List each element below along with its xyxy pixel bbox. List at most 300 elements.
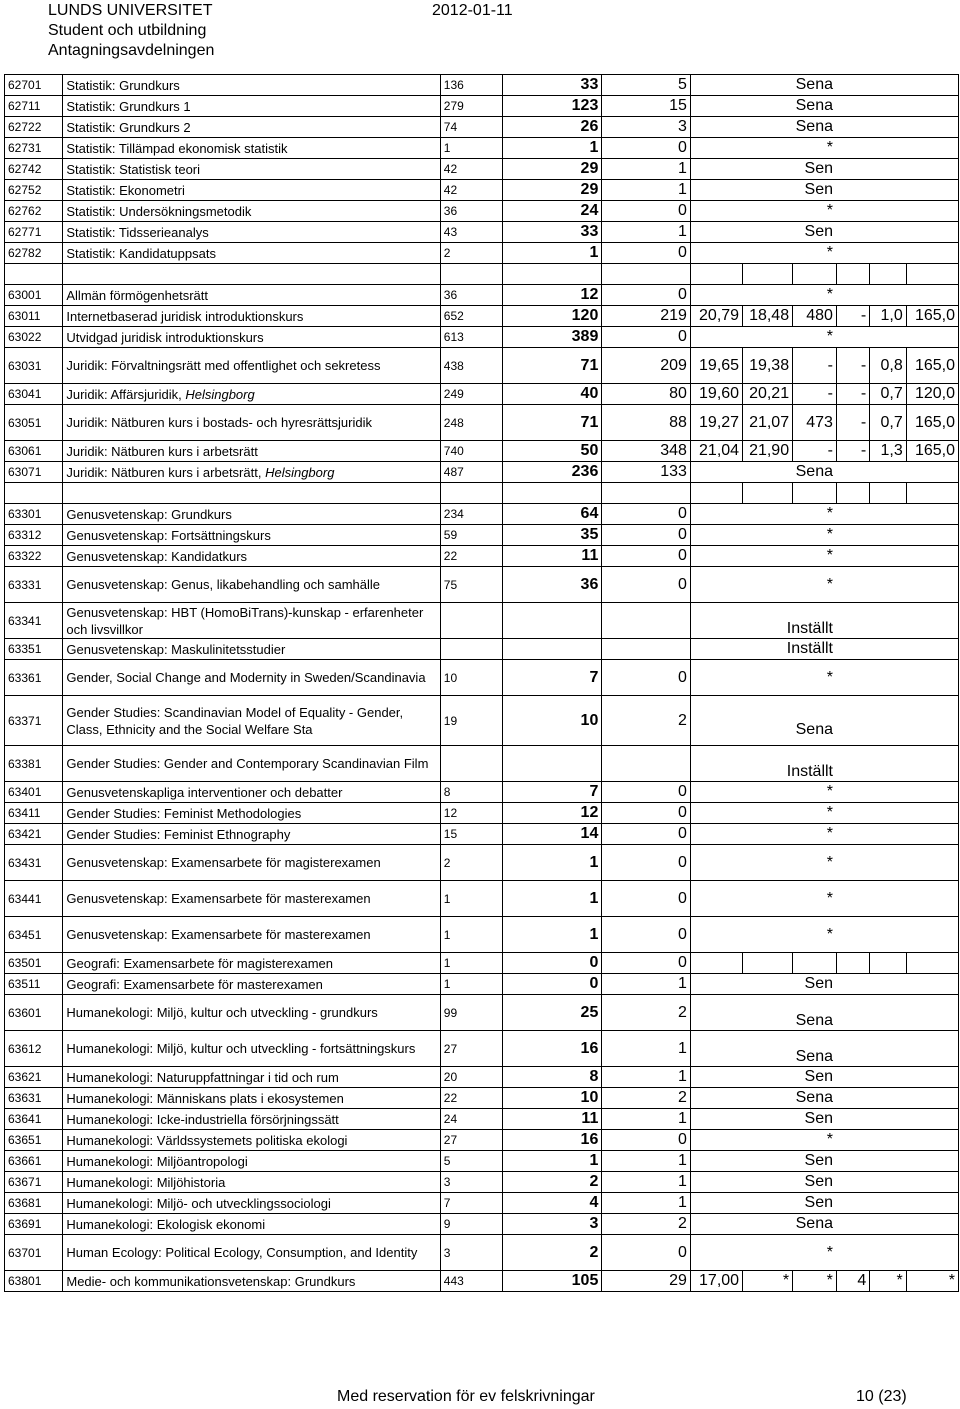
course-name-text: Juridik: Affärsjuridik, (66, 386, 186, 402)
course-code: 63312 (5, 525, 63, 546)
course-name (63, 1130, 440, 1151)
applicants-count: 438 (440, 348, 503, 384)
empty-cell (63, 264, 440, 285)
course-code: 63051 (5, 405, 63, 441)
applicants-count: 279 (440, 96, 503, 117)
admitted-count: 2 (503, 1235, 602, 1271)
merit-value-3: - (793, 348, 837, 384)
course-name (63, 462, 440, 483)
admitted-count: 25 (503, 995, 602, 1031)
course-name (63, 327, 440, 348)
admitted-count: 1 (503, 881, 602, 917)
table-row (5, 824, 959, 845)
admitted-count: 1 (503, 243, 602, 264)
course-name (63, 845, 440, 881)
admitted-count: 24 (503, 201, 602, 222)
course-code: 63441 (5, 881, 63, 917)
merit-value-1: 21,04 (690, 441, 742, 462)
applicants-count: 3 (440, 1172, 503, 1193)
course-code: 63381 (5, 746, 63, 782)
course-name (63, 201, 440, 222)
admitted-count: 3 (503, 1214, 602, 1235)
course-code: 62752 (5, 180, 63, 201)
reserves-count: 0 (602, 504, 691, 525)
merit-value-6: 165,0 (906, 405, 958, 441)
admitted-count (503, 639, 602, 660)
applicants-count: 652 (440, 306, 503, 327)
course-code: 62731 (5, 138, 63, 159)
applicants-count: 15 (440, 824, 503, 845)
course-code: 63451 (5, 917, 63, 953)
course-name-text: Genusvetenskap: Maskulinitetsstudier (66, 641, 286, 657)
status-note: * (690, 525, 958, 546)
reserves-count: 0 (602, 824, 691, 845)
course-name-text: Humanekologi: Miljö- och utvecklingssociologi (66, 1195, 331, 1211)
course-name-text: Humanekologi: Människans plats i ekosystemen (66, 1090, 344, 1106)
course-name-text: Utvidgad juridisk introduktionskurs (66, 329, 264, 345)
applicants-count: 1 (440, 881, 503, 917)
applicants-count (440, 603, 503, 639)
merit-value-5: 1,0 (870, 306, 906, 327)
merit-value-3: 480 (793, 306, 837, 327)
admitted-count: 10 (503, 696, 602, 746)
course-name-text: Statistik: Undersökningsmetodik (66, 203, 252, 219)
table-row (5, 974, 959, 995)
applicants-count: 27 (440, 1130, 503, 1151)
merit-value-3 (793, 953, 837, 974)
reserves-count: 0 (602, 782, 691, 803)
admitted-count: 50 (503, 441, 602, 462)
table-row (5, 782, 959, 803)
course-name-text: Genusvetenskap: Genus, likabehandling och samhälle (66, 577, 381, 592)
reserves-count (602, 746, 691, 782)
status-note: Sena (690, 1031, 958, 1067)
admitted-count: 120 (503, 306, 602, 327)
table-row (5, 1031, 959, 1067)
empty-cell (906, 264, 958, 285)
status-note: Sena (690, 1214, 958, 1235)
applicants-count: 5 (440, 1151, 503, 1172)
admitted-count: 71 (503, 348, 602, 384)
admitted-count: 389 (503, 327, 602, 348)
course-name-text: Gender, Social Change and Modernity in Sweden/Scandinavia (66, 670, 426, 685)
status-note: Sen (690, 974, 958, 995)
spacer-row (5, 264, 959, 285)
reserves-count: 3 (602, 117, 691, 138)
status-note: Sen (690, 222, 958, 243)
merit-value-1: 19,65 (690, 348, 742, 384)
merit-value-2: 21,07 (743, 405, 793, 441)
admitted-count: 0 (503, 974, 602, 995)
table-row (5, 1151, 959, 1172)
reserves-count: 0 (602, 243, 691, 264)
course-name (63, 441, 440, 462)
table-row (5, 348, 959, 384)
reserves-count: 29 (602, 1271, 691, 1292)
reserves-count: 0 (602, 803, 691, 824)
merit-value-5: 1,3 (870, 441, 906, 462)
course-name (63, 1151, 440, 1172)
table-row (5, 1172, 959, 1193)
course-code: 62762 (5, 201, 63, 222)
status-note: * (690, 243, 958, 264)
header-block (48, 1, 214, 61)
merit-value-3: * (793, 1271, 837, 1292)
course-code: 63612 (5, 1031, 63, 1067)
course-name-text: Human Ecology: Political Ecology, Consumption, and Identity (66, 1245, 418, 1260)
spacer-row (5, 483, 959, 504)
course-code: 63061 (5, 441, 63, 462)
merit-value-2: 18,48 (743, 306, 793, 327)
merit-value-6 (906, 953, 958, 974)
course-name-text: Statistik: Grundkurs (66, 77, 180, 93)
status-note: * (690, 660, 958, 696)
course-name (63, 824, 440, 845)
admitted-count: 10 (503, 1088, 602, 1109)
reserves-count: 0 (602, 525, 691, 546)
course-name-text: Statistik: Ekonometri (66, 182, 185, 198)
admitted-count: 29 (503, 180, 602, 201)
status-note: Sen (690, 1109, 958, 1130)
admitted-count: 33 (503, 75, 602, 96)
course-name (63, 285, 440, 306)
table-row (5, 159, 959, 180)
course-name (63, 1109, 440, 1130)
applicants-count: 74 (440, 117, 503, 138)
course-name-text: Juridik: Nätburen kurs i bostads- och hyresrättsjuridik (66, 415, 372, 430)
merit-value-2: * (743, 1271, 793, 1292)
course-code: 63351 (5, 639, 63, 660)
status-note: Sen (690, 1193, 958, 1214)
table-row (5, 803, 959, 824)
table-row (5, 639, 959, 660)
status-note: * (690, 881, 958, 917)
table-row (5, 306, 959, 327)
empty-cell (870, 483, 906, 504)
status-note: * (690, 803, 958, 824)
applicants-count: 59 (440, 525, 503, 546)
reserves-count: 0 (602, 567, 691, 603)
table-row (5, 953, 959, 974)
status-note: Inställt (690, 746, 958, 782)
status-note: Sen (690, 159, 958, 180)
course-code: 63681 (5, 1193, 63, 1214)
status-note: Sena (690, 462, 958, 483)
course-name (63, 384, 440, 405)
empty-cell (63, 483, 440, 504)
table-row (5, 525, 959, 546)
course-code: 63411 (5, 803, 63, 824)
empty-cell (690, 264, 742, 285)
reserves-count: 1 (602, 1151, 691, 1172)
course-name-text: Statistik: Grundkurs 1 (66, 98, 191, 114)
reserves-count: 0 (602, 138, 691, 159)
empty-cell (793, 264, 837, 285)
course-name-text: Genusvetenskap: Fortsättningskurs (66, 527, 271, 543)
course-name (63, 159, 440, 180)
course-name (63, 1031, 440, 1067)
course-code: 62711 (5, 96, 63, 117)
reserves-count: 0 (602, 845, 691, 881)
course-name (63, 1235, 440, 1271)
course-name-text: Gender Studies: Feminist Methodologies (66, 805, 302, 821)
course-name (63, 1214, 440, 1235)
course-code: 63701 (5, 1235, 63, 1271)
applicants-count: 613 (440, 327, 503, 348)
status-note: * (690, 285, 958, 306)
reserves-count: 0 (602, 953, 691, 974)
course-name-text: Humanekologi: Världssystemets politiska ekologi (66, 1132, 348, 1148)
admitted-count: 4 (503, 1193, 602, 1214)
applicants-count: 234 (440, 504, 503, 525)
applicants-count: 9 (440, 1214, 503, 1235)
unit-name: Antagningsavdelningen (48, 42, 215, 59)
course-name (63, 405, 440, 441)
merit-value-5 (870, 953, 906, 974)
merit-value-1: 20,79 (690, 306, 742, 327)
reserves-count: 1 (602, 974, 691, 995)
applicants-count: 249 (440, 384, 503, 405)
course-name-text: Allmän förmögenhetsrätt (66, 287, 208, 303)
status-note: Sena (690, 995, 958, 1031)
course-name (63, 881, 440, 917)
applicants-count: 36 (440, 285, 503, 306)
status-note: Sena (690, 696, 958, 746)
merit-value-4: - (836, 405, 869, 441)
status-note: * (690, 845, 958, 881)
merit-value-6: 165,0 (906, 348, 958, 384)
course-name-text: Geografi: Examensarbete för magisterexamen (66, 955, 334, 971)
empty-cell (793, 483, 837, 504)
admitted-count: 2 (503, 1172, 602, 1193)
course-code: 62701 (5, 75, 63, 96)
course-name (63, 917, 440, 953)
course-code: 63671 (5, 1172, 63, 1193)
reserves-count: 209 (602, 348, 691, 384)
admitted-count: 16 (503, 1031, 602, 1067)
course-name (63, 639, 440, 660)
admitted-count: 1 (503, 138, 602, 159)
applicants-count: 42 (440, 180, 503, 201)
table-row (5, 567, 959, 603)
applicants-count: 740 (440, 441, 503, 462)
applicants-count: 43 (440, 222, 503, 243)
applicants-count: 22 (440, 1088, 503, 1109)
table-row (5, 1109, 959, 1130)
course-name (63, 746, 440, 782)
course-name-text: Juridik: Nätburen kurs i arbetsrätt, (66, 464, 266, 480)
course-code: 63301 (5, 504, 63, 525)
table-row (5, 285, 959, 306)
applicants-count: 1 (440, 917, 503, 953)
table-row (5, 75, 959, 96)
applicants-count: 27 (440, 1031, 503, 1067)
admitted-count: 26 (503, 117, 602, 138)
admitted-count: 236 (503, 462, 602, 483)
reserves-count: 1 (602, 1172, 691, 1193)
empty-cell (5, 264, 63, 285)
course-name (63, 546, 440, 567)
course-name-text: Internetbaserad juridisk introduktionskurs (66, 308, 304, 324)
table-row (5, 603, 959, 639)
status-note: * (690, 138, 958, 159)
applicants-count: 7 (440, 1193, 503, 1214)
course-name-text: Gender Studies: Gender and Contemporary Scandinavian Film (66, 756, 429, 771)
reserves-count: 348 (602, 441, 691, 462)
course-name-text: Genusvetenskapliga interventioner och debatter (66, 784, 343, 800)
applicants-count: 443 (440, 1271, 503, 1292)
applicants-count: 12 (440, 803, 503, 824)
footer-disclaimer: Med reservation för ev felskrivningar (337, 1388, 595, 1405)
course-name (63, 504, 440, 525)
table-row (5, 696, 959, 746)
table-row (5, 1271, 959, 1292)
empty-cell (503, 483, 602, 504)
table-row (5, 917, 959, 953)
course-code: 63022 (5, 327, 63, 348)
status-note: * (690, 824, 958, 845)
empty-cell (5, 483, 63, 504)
course-name-text: Genusvetenskap: Examensarbete för masterexamen (66, 891, 371, 906)
department-name: Student och utbildning (48, 22, 207, 39)
applicants-count: 136 (440, 75, 503, 96)
course-name-text: Humanekologi: Miljöhistoria (66, 1174, 226, 1190)
merit-value-4: - (836, 441, 869, 462)
course-code: 63621 (5, 1067, 63, 1088)
status-note: Sen (690, 1172, 958, 1193)
merit-value-3: - (793, 384, 837, 405)
admitted-count: 35 (503, 525, 602, 546)
merit-value-3: - (793, 441, 837, 462)
course-name (63, 974, 440, 995)
course-name-text: Humanekologi: Miljöantropologi (66, 1153, 248, 1169)
merit-value-6: 120,0 (906, 384, 958, 405)
applicants-count: 42 (440, 159, 503, 180)
course-location: Helsingborg (185, 386, 255, 402)
applicants-count: 24 (440, 1109, 503, 1130)
table-row (5, 504, 959, 525)
course-name-text: Genusvetenskap: Examensarbete för masterexamen (66, 927, 371, 942)
applicants-count: 1 (440, 953, 503, 974)
table-row (5, 441, 959, 462)
reserves-count: 1 (602, 222, 691, 243)
table-row (5, 660, 959, 696)
course-code: 63401 (5, 782, 63, 803)
empty-cell (870, 264, 906, 285)
reserves-count: 2 (602, 696, 691, 746)
applicants-count: 75 (440, 567, 503, 603)
applicants-count: 22 (440, 546, 503, 567)
course-name (63, 953, 440, 974)
reserves-count: 0 (602, 660, 691, 696)
table-row (5, 995, 959, 1031)
course-name (63, 1193, 440, 1214)
empty-cell (836, 483, 869, 504)
merit-value-2: 20,21 (743, 384, 793, 405)
reserves-count: 0 (602, 1235, 691, 1271)
course-name (63, 96, 440, 117)
university-name: LUNDS UNIVERSITET (48, 2, 213, 19)
course-code: 63661 (5, 1151, 63, 1172)
reserves-count: 1 (602, 1109, 691, 1130)
applicants-count: 487 (440, 462, 503, 483)
admitted-count: 11 (503, 1109, 602, 1130)
status-note: Sena (690, 96, 958, 117)
course-name (63, 117, 440, 138)
reserves-count (602, 639, 691, 660)
reserves-count: 0 (602, 1130, 691, 1151)
course-name-text: Humanekologi: Icke-industriella försörjningssätt (66, 1111, 339, 1127)
table-row (5, 201, 959, 222)
table-row (5, 746, 959, 782)
course-code: 63371 (5, 696, 63, 746)
admitted-count: 0 (503, 953, 602, 974)
reserves-count: 88 (602, 405, 691, 441)
table-row (5, 222, 959, 243)
merit-value-4: - (836, 384, 869, 405)
reserves-count: 0 (602, 201, 691, 222)
applicants-count: 1 (440, 138, 503, 159)
merit-value-1: 19,60 (690, 384, 742, 405)
table-row (5, 384, 959, 405)
table-row (5, 462, 959, 483)
status-note: Sen (690, 1151, 958, 1172)
reserves-count: 0 (602, 917, 691, 953)
course-name (63, 696, 440, 746)
course-code: 63501 (5, 953, 63, 974)
status-note: * (690, 917, 958, 953)
status-note: * (690, 201, 958, 222)
reserves-count: 1 (602, 1031, 691, 1067)
course-code: 62742 (5, 159, 63, 180)
status-note: Inställt (690, 639, 958, 660)
status-note: Sena (690, 117, 958, 138)
merit-value-4: 4 (836, 1271, 869, 1292)
course-name-text: Gender Studies: Feminist Ethnography (66, 826, 291, 842)
applicants-count: 3 (440, 1235, 503, 1271)
course-name (63, 1172, 440, 1193)
applicants-count: 2 (440, 243, 503, 264)
course-name-text: Humanekologi: Naturuppfattningar i tid och rum (66, 1069, 339, 1085)
admitted-count: 12 (503, 803, 602, 824)
reserves-count: 0 (602, 327, 691, 348)
reserves-count: 0 (602, 285, 691, 306)
merit-value-5: 0,7 (870, 405, 906, 441)
admitted-count: 1 (503, 845, 602, 881)
merit-value-6: 165,0 (906, 441, 958, 462)
course-name (63, 138, 440, 159)
reserves-count (602, 603, 691, 639)
merit-value-2: 19,38 (743, 348, 793, 384)
admitted-count: 7 (503, 782, 602, 803)
admitted-count: 12 (503, 285, 602, 306)
admitted-count: 1 (503, 917, 602, 953)
table-row (5, 117, 959, 138)
reserves-count: 1 (602, 180, 691, 201)
admitted-count: 1 (503, 1151, 602, 1172)
course-name-text: Geografi: Examensarbete för masterexamen (66, 976, 323, 992)
course-code: 63511 (5, 974, 63, 995)
course-name (63, 75, 440, 96)
course-name (63, 180, 440, 201)
reserves-count: 2 (602, 1214, 691, 1235)
merit-value-1 (690, 953, 742, 974)
course-code: 63031 (5, 348, 63, 384)
admitted-count: 16 (503, 1130, 602, 1151)
status-note: Sen (690, 1067, 958, 1088)
report-date: 2012-01-11 (432, 2, 513, 19)
status-note: * (690, 1130, 958, 1151)
